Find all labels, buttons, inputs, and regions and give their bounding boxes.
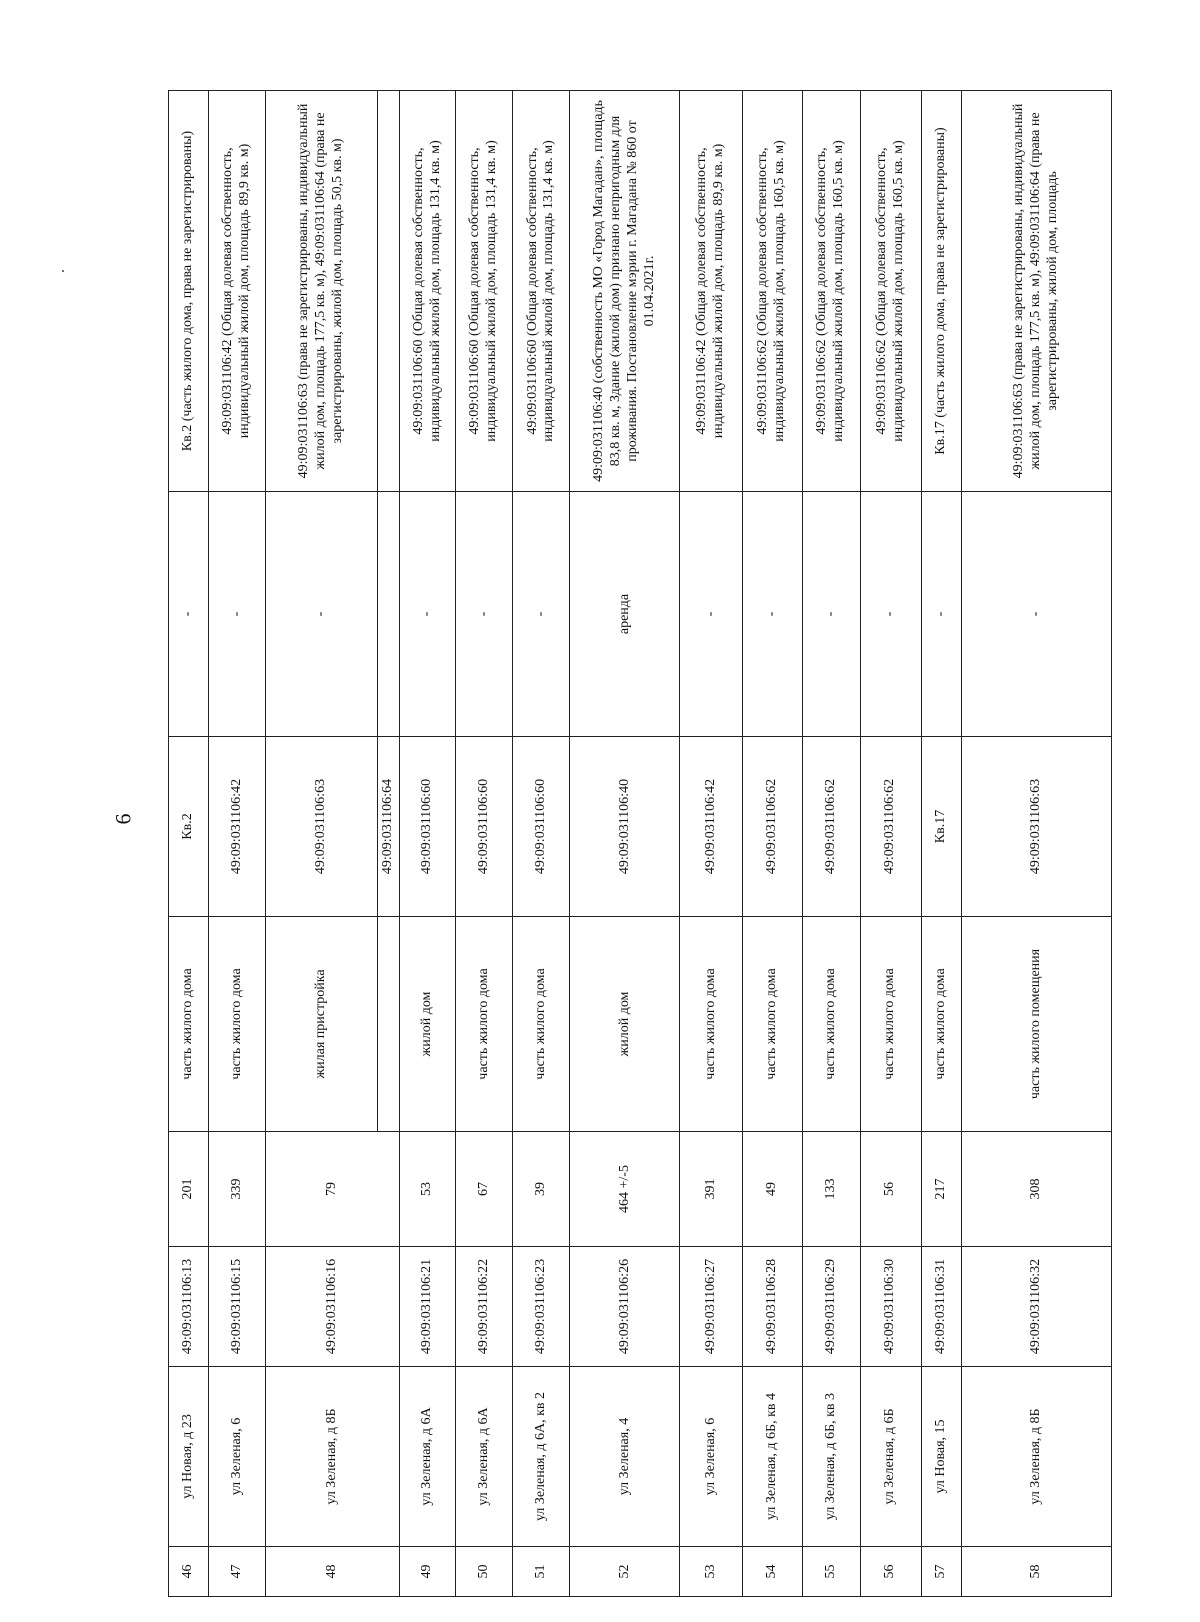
table-row: [266, 91, 378, 1597]
note-cell: 49:09:031106:63 (права не зарегистрированы, индивидуальный жилой дом, площадь 177,5 кв. м), 49:09:031106:64 (права не зарегистрированы, жилой дом, площадь: [961, 91, 1111, 492]
scan-speck: [62, 270, 64, 272]
row-number: 49: [400, 1547, 456, 1597]
row-number: 53: [680, 1547, 742, 1597]
object-type-cell: часть жилого дома: [742, 917, 802, 1132]
table-row: [209, 91, 266, 1597]
note-cell: 49:09:031106:60 (Общая долевая собственность, индивидуальный жилой дом, площадь 131,4 кв. м): [400, 91, 456, 492]
note-cell: 49:09:031106:62 (Общая долевая собственность, индивидуальный жилой дом, площадь 160,5 кв. м): [860, 91, 921, 492]
row-number: 56: [860, 1547, 921, 1597]
object-number-cell: 49:09:031106:40: [570, 737, 680, 917]
address-cell: ул Зеленая, д 8Б: [961, 1367, 1111, 1547]
cadastral-number-cell: 49:09:031106:32: [961, 1247, 1111, 1367]
object-number-cell: 49:09:031106:62: [742, 737, 802, 917]
table-row: [961, 91, 1111, 1597]
object-type-cell: часть жилого дома: [921, 917, 961, 1132]
cadastral-number-cell: 49:09:031106:15: [209, 1247, 266, 1367]
page-number: 6: [110, 813, 136, 825]
object-type-cell: часть жилого дома: [456, 917, 513, 1132]
address-cell: ул Новая, 15: [921, 1367, 961, 1547]
cadastral-number-cell: 49:09:031106:30: [860, 1247, 921, 1367]
cadastral-number-cell: 49:09:031106:16: [266, 1247, 400, 1367]
right-type-cell: -: [802, 492, 860, 737]
right-type-cell: -: [400, 492, 456, 737]
table-row: [860, 91, 921, 1597]
cadastral-number-cell: 49:09:031106:21: [400, 1247, 456, 1367]
address-cell: ул Зеленая, 4: [570, 1367, 680, 1547]
area-cell: 79: [266, 1132, 400, 1247]
row-number: 52: [570, 1547, 680, 1597]
area-cell: 464 +/-5: [570, 1132, 680, 1247]
object-type-cell: часть жилого дома: [860, 917, 921, 1132]
object-type-cell: жилая пристройка: [266, 917, 378, 1132]
area-cell: 49: [742, 1132, 802, 1247]
address-cell: ул Зеленая, 6: [209, 1367, 266, 1547]
area-cell: 201: [169, 1132, 209, 1247]
cadastral-number-cell: 49:09:031106:13: [169, 1247, 209, 1367]
table-row: [400, 91, 456, 1597]
table-row: [456, 91, 513, 1597]
note-cell: 49:09:031106:60 (Общая долевая собственность, индивидуальный жилой дом, площадь 131,4 кв. м): [513, 91, 570, 492]
note-cell: Кв.2 (часть жилого дома, права не зарегистрированы): [169, 91, 209, 492]
note-cell: 49:09:031106:40 (собственность МО «Город Магадан», площадь 83,8 кв. м, Здание (жилой дом) признано непригодным для проживания. Постановление мэрии г. Магадана № 860 от 01.04.2021г.: [570, 91, 680, 492]
right-type-cell: -: [169, 492, 209, 737]
right-type-cell: -: [961, 492, 1111, 737]
object-number-cell: 49:09:031106:64: [378, 737, 400, 917]
object-type-cell: жилой дом: [400, 917, 456, 1132]
object-type-cell: часть жилого дома: [802, 917, 860, 1132]
object-number-cell: Кв.17: [921, 737, 961, 917]
object-type-cell: часть жилого дома: [209, 917, 266, 1132]
note-cell: 49:09:031106:63 (права не зарегистрированы, индивидуальный жилой дом, площадь 177,5 кв. м), 49:09:031106:64 (права не зарегистрированы, жилой дом, площадь 50,5 кв. м): [266, 91, 378, 492]
right-type-cell: -: [921, 492, 961, 737]
object-number-cell: 49:09:031106:62: [860, 737, 921, 917]
cadastral-number-cell: 49:09:031106:22: [456, 1247, 513, 1367]
object-number-cell: 49:09:031106:63: [961, 737, 1111, 917]
address-cell: ул Новая, д 23: [169, 1367, 209, 1547]
right-type-cell: -: [456, 492, 513, 737]
area-cell: 217: [921, 1132, 961, 1247]
address-cell: ул Зеленая, д 6А, кв 2: [513, 1367, 570, 1547]
area-cell: 133: [802, 1132, 860, 1247]
right-type-cell: -: [742, 492, 802, 737]
object-type-cell: жилой дом: [570, 917, 680, 1132]
address-cell: ул Зеленая, д 6А: [400, 1367, 456, 1547]
row-number: 47: [209, 1547, 266, 1597]
object-number-cell: Кв.2: [169, 737, 209, 917]
area-cell: 56: [860, 1132, 921, 1247]
table-row: [802, 91, 860, 1597]
row-number: 51: [513, 1547, 570, 1597]
area-cell: 308: [961, 1132, 1111, 1247]
address-cell: ул Зеленая, д 6Б, кв 4: [742, 1367, 802, 1547]
row-number: 54: [742, 1547, 802, 1597]
object-number-cell: 49:09:031106:60: [400, 737, 456, 917]
object-number-cell: 49:09:031106:42: [680, 737, 742, 917]
object-number-cell: 49:09:031106:62: [802, 737, 860, 917]
object-type-cell-empty: [378, 917, 400, 1132]
table-row: [169, 91, 209, 1597]
note-cell: 49:09:031106:42 (Общая долевая собственность, индивидуальный жилой дом, площадь 89,9 кв. м): [680, 91, 742, 492]
area-cell: 339: [209, 1132, 266, 1247]
object-type-cell: часть жилого дома: [169, 917, 209, 1132]
table-row: [680, 91, 742, 1597]
address-cell: ул Зеленая, д 6А: [456, 1367, 513, 1547]
table-row: [513, 91, 570, 1597]
note-cell: 49:09:031106:62 (Общая долевая собственность, индивидуальный жилой дом, площадь 160,5 кв. м): [802, 91, 860, 492]
cadastral-number-cell: 49:09:031106:26: [570, 1247, 680, 1367]
table-row: [570, 91, 680, 1597]
object-type-cell: часть жилого помещения: [961, 917, 1111, 1132]
cadastral-number-cell: 49:09:031106:29: [802, 1247, 860, 1367]
object-number-cell: 49:09:031106:60: [513, 737, 570, 917]
parcels-table: [168, 90, 1112, 1597]
row-number: 50: [456, 1547, 513, 1597]
rotated-table-container: [168, 91, 1112, 1597]
object-number-cell: 49:09:031106:42: [209, 737, 266, 917]
object-type-cell: часть жилого дома: [513, 917, 570, 1132]
right-type-cell: -: [860, 492, 921, 737]
row-number: 48: [266, 1547, 400, 1597]
address-cell: ул Зеленая, д 8Б: [266, 1367, 400, 1547]
area-cell: 39: [513, 1132, 570, 1247]
right-type-cell: -: [209, 492, 266, 737]
area-cell: 67: [456, 1132, 513, 1247]
object-number-cell: 49:09:031106:60: [456, 737, 513, 917]
right-type-cell-empty: [378, 492, 400, 737]
table-row: [742, 91, 802, 1597]
area-cell: 391: [680, 1132, 742, 1247]
note-cell: 49:09:031106:62 (Общая долевая собственность, индивидуальный жилой дом, площадь 160,5 кв. м): [742, 91, 802, 492]
row-number: 46: [169, 1547, 209, 1597]
cadastral-number-cell: 49:09:031106:31: [921, 1247, 961, 1367]
note-cell: 49:09:031106:60 (Общая долевая собственность, индивидуальный жилой дом, площадь 131,4 кв. м): [456, 91, 513, 492]
right-type-cell: -: [513, 492, 570, 737]
row-number: 55: [802, 1547, 860, 1597]
address-cell: ул Зеленая, д 6Б, кв 3: [802, 1367, 860, 1547]
right-type-cell: -: [680, 492, 742, 737]
row-number: 58: [961, 1547, 1111, 1597]
cadastral-number-cell: 49:09:031106:23: [513, 1247, 570, 1367]
note-cell: 49:09:031106:42 (Общая долевая собственность, индивидуальный жилой дом, площадь 89,9 кв. м): [209, 91, 266, 492]
area-cell: 53: [400, 1132, 456, 1247]
object-type-cell: часть жилого дома: [680, 917, 742, 1132]
table-row: [921, 91, 961, 1597]
right-type-cell: аренда: [570, 492, 680, 737]
address-cell: ул Зеленая, 6: [680, 1367, 742, 1547]
note-cell-empty: [378, 91, 400, 492]
cadastral-number-cell: 49:09:031106:27: [680, 1247, 742, 1367]
right-type-cell: -: [266, 492, 378, 737]
cadastral-number-cell: 49:09:031106:28: [742, 1247, 802, 1367]
note-cell: Кв.17 (часть жилого дома, права не зарегистрированы): [921, 91, 961, 492]
address-cell: ул Зеленая, д 6Б: [860, 1367, 921, 1547]
row-number: 57: [921, 1547, 961, 1597]
object-number-cell: 49:09:031106:63: [266, 737, 378, 917]
